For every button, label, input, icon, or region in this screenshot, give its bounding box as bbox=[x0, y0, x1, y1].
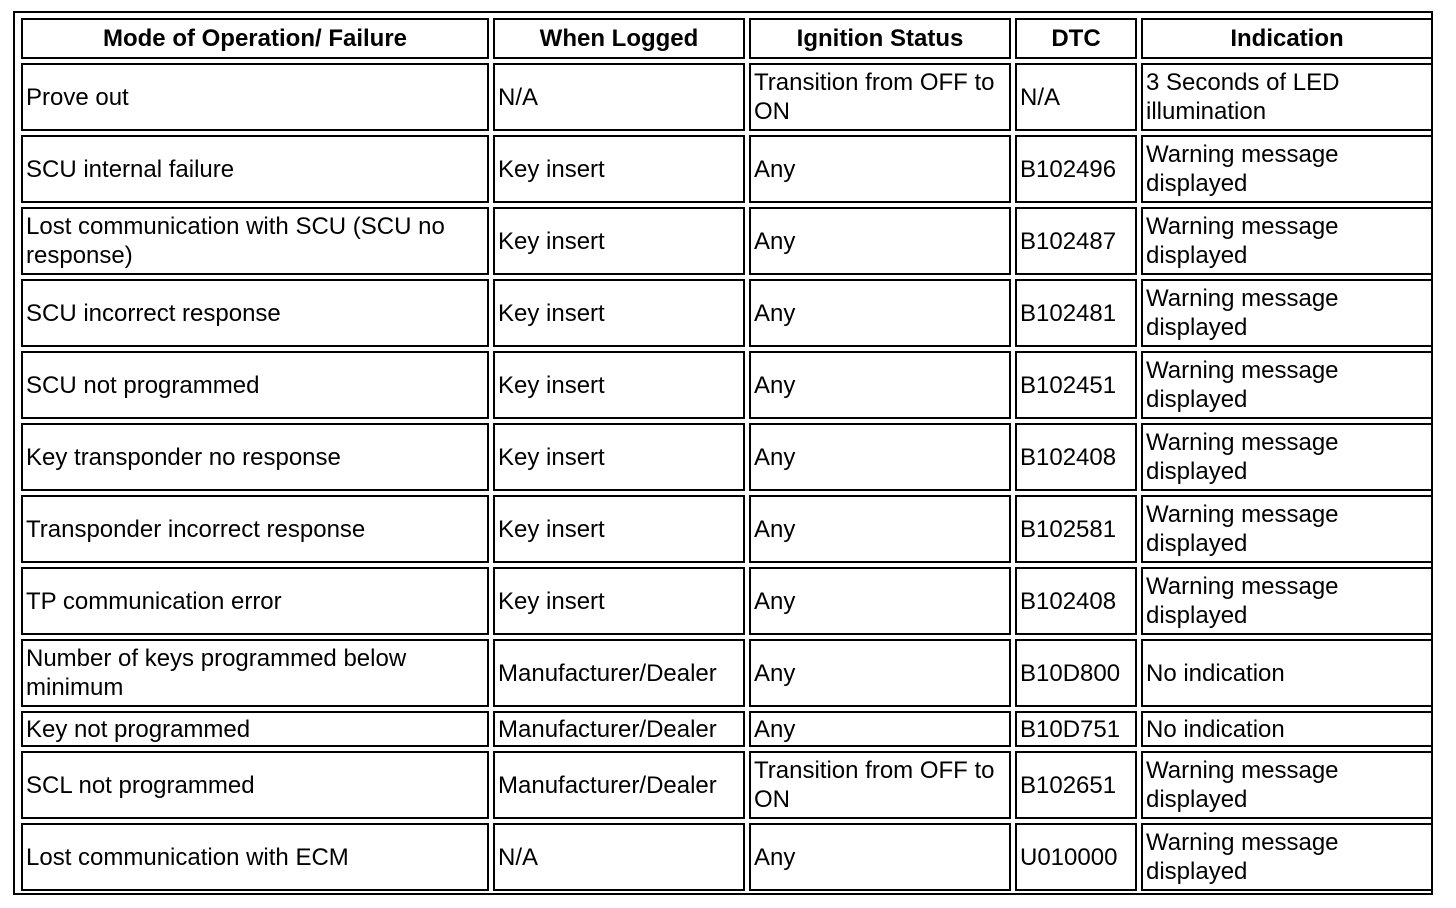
table-row bbox=[21, 135, 1433, 203]
cell-when-logged: Manufacturer/Dealer bbox=[493, 751, 745, 819]
cell-when-logged: Key insert bbox=[493, 423, 745, 491]
table-row bbox=[21, 207, 1433, 275]
cell-when-logged: Key insert bbox=[493, 495, 745, 563]
cell-mode: SCL not programmed bbox=[21, 751, 489, 819]
cell-indication: Warning message displayed bbox=[1141, 751, 1433, 819]
cell-indication: Warning message displayed bbox=[1141, 135, 1433, 203]
cell-ignition-status: Any bbox=[749, 135, 1011, 203]
cell-dtc: B102651 bbox=[1015, 751, 1137, 819]
dtc-table bbox=[17, 14, 1437, 895]
cell-mode: Prove out bbox=[21, 63, 489, 131]
cell-mode: SCU incorrect response bbox=[21, 279, 489, 347]
header-indication: Indication bbox=[1141, 18, 1433, 59]
header-dtc: DTC bbox=[1015, 18, 1137, 59]
cell-dtc: B102487 bbox=[1015, 207, 1137, 275]
cell-dtc: B102481 bbox=[1015, 279, 1137, 347]
cell-indication: Warning message displayed bbox=[1141, 823, 1433, 891]
cell-ignition-status: Any bbox=[749, 351, 1011, 419]
cell-when-logged: Key insert bbox=[493, 135, 745, 203]
table-row bbox=[21, 711, 1433, 747]
cell-when-logged: Key insert bbox=[493, 279, 745, 347]
cell-when-logged: Manufacturer/Dealer bbox=[493, 711, 745, 747]
cell-ignition-status: Any bbox=[749, 823, 1011, 891]
cell-mode: Number of keys programmed below minimum bbox=[21, 639, 489, 707]
cell-when-logged: Manufacturer/Dealer bbox=[493, 639, 745, 707]
cell-dtc: B10D751 bbox=[1015, 711, 1137, 747]
table-row bbox=[21, 751, 1433, 819]
cell-when-logged: N/A bbox=[493, 823, 745, 891]
cell-ignition-status: Transition from OFF to ON bbox=[749, 63, 1011, 131]
cell-indication: 3 Seconds of LED illumination bbox=[1141, 63, 1433, 131]
cell-ignition-status: Any bbox=[749, 279, 1011, 347]
table-row bbox=[21, 495, 1433, 563]
cell-mode: Lost communication with SCU (SCU no response) bbox=[21, 207, 489, 275]
cell-dtc: B10D800 bbox=[1015, 639, 1137, 707]
table-row bbox=[21, 567, 1433, 635]
cell-dtc: B102408 bbox=[1015, 423, 1137, 491]
cell-when-logged: N/A bbox=[493, 63, 745, 131]
table-row bbox=[21, 639, 1433, 707]
cell-when-logged: Key insert bbox=[493, 207, 745, 275]
table-row bbox=[21, 351, 1433, 419]
table-row bbox=[21, 423, 1433, 491]
cell-dtc: U010000 bbox=[1015, 823, 1137, 891]
cell-indication: Warning message displayed bbox=[1141, 567, 1433, 635]
table-row bbox=[21, 63, 1433, 131]
cell-dtc: B102581 bbox=[1015, 495, 1137, 563]
cell-mode: Key not programmed bbox=[21, 711, 489, 747]
cell-mode: Lost communication with ECM bbox=[21, 823, 489, 891]
cell-indication: Warning message displayed bbox=[1141, 495, 1433, 563]
cell-mode: Key transponder no response bbox=[21, 423, 489, 491]
header-mode-of-operation: Mode of Operation/ Failure bbox=[21, 18, 489, 59]
cell-when-logged: Key insert bbox=[493, 351, 745, 419]
table-header-row bbox=[21, 18, 1433, 59]
cell-mode: TP communication error bbox=[21, 567, 489, 635]
cell-ignition-status: Transition from OFF to ON bbox=[749, 751, 1011, 819]
cell-ignition-status: Any bbox=[749, 495, 1011, 563]
table-row bbox=[21, 279, 1433, 347]
cell-dtc: B102496 bbox=[1015, 135, 1137, 203]
header-ignition-status: Ignition Status bbox=[749, 18, 1011, 59]
cell-ignition-status: Any bbox=[749, 207, 1011, 275]
cell-indication: Warning message displayed bbox=[1141, 423, 1433, 491]
cell-ignition-status: Any bbox=[749, 423, 1011, 491]
cell-ignition-status: Any bbox=[749, 639, 1011, 707]
cell-dtc: N/A bbox=[1015, 63, 1137, 131]
cell-indication: No indication bbox=[1141, 639, 1433, 707]
cell-indication: Warning message displayed bbox=[1141, 351, 1433, 419]
cell-indication: No indication bbox=[1141, 711, 1433, 747]
cell-when-logged: Key insert bbox=[493, 567, 745, 635]
cell-ignition-status: Any bbox=[749, 567, 1011, 635]
cell-mode: SCU internal failure bbox=[21, 135, 489, 203]
cell-indication: Warning message displayed bbox=[1141, 279, 1433, 347]
cell-mode: SCU not programmed bbox=[21, 351, 489, 419]
cell-indication: Warning message displayed bbox=[1141, 207, 1433, 275]
cell-mode: Transponder incorrect response bbox=[21, 495, 489, 563]
header-when-logged: When Logged bbox=[493, 18, 745, 59]
table-row bbox=[21, 823, 1433, 891]
cell-ignition-status: Any bbox=[749, 711, 1011, 747]
cell-dtc: B102408 bbox=[1015, 567, 1137, 635]
cell-dtc: B102451 bbox=[1015, 351, 1137, 419]
